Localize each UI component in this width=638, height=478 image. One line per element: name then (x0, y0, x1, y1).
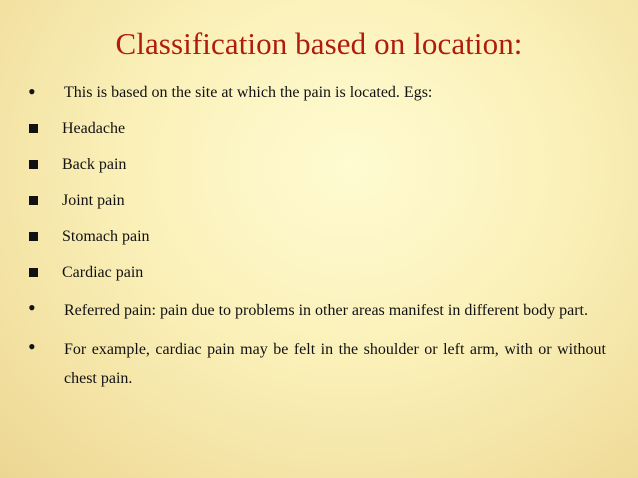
square-bullet-icon (26, 260, 62, 286)
slide-title: Classification based on location: (115, 26, 523, 61)
square-bullet-icon (26, 188, 62, 214)
bullet-icon: • (28, 334, 36, 359)
list-item-text: Referred pain: pain due to problems in other areas manifest in different body part. (64, 302, 588, 319)
list-item-text: Stomach pain (62, 228, 150, 245)
list-item-text: Cardiac pain (62, 264, 144, 281)
list-item (26, 80, 606, 106)
list-item (26, 296, 606, 325)
square-bullet-icon (26, 116, 62, 142)
list-item (26, 335, 606, 393)
bullet-icon: • (28, 295, 36, 320)
list-item-text: Back pain (62, 156, 127, 173)
bullet-icon: • (28, 79, 36, 104)
list-item-text: Joint pain (62, 192, 125, 209)
list-item-text: Headache (62, 120, 126, 137)
list-item-text: For example, cardiac pain may be felt in the shoulder or left arm, with or without chest pain. (64, 341, 606, 387)
list-item-text: This is based on the site at which the pain is located. Egs: (64, 84, 433, 101)
list-item (26, 224, 606, 250)
list-item (26, 188, 606, 214)
list-item (26, 116, 606, 142)
bullet-list (26, 80, 606, 393)
list-item (26, 152, 606, 178)
square-bullet-icon (26, 152, 62, 178)
list-item (26, 260, 606, 286)
square-bullet-icon (26, 224, 62, 250)
